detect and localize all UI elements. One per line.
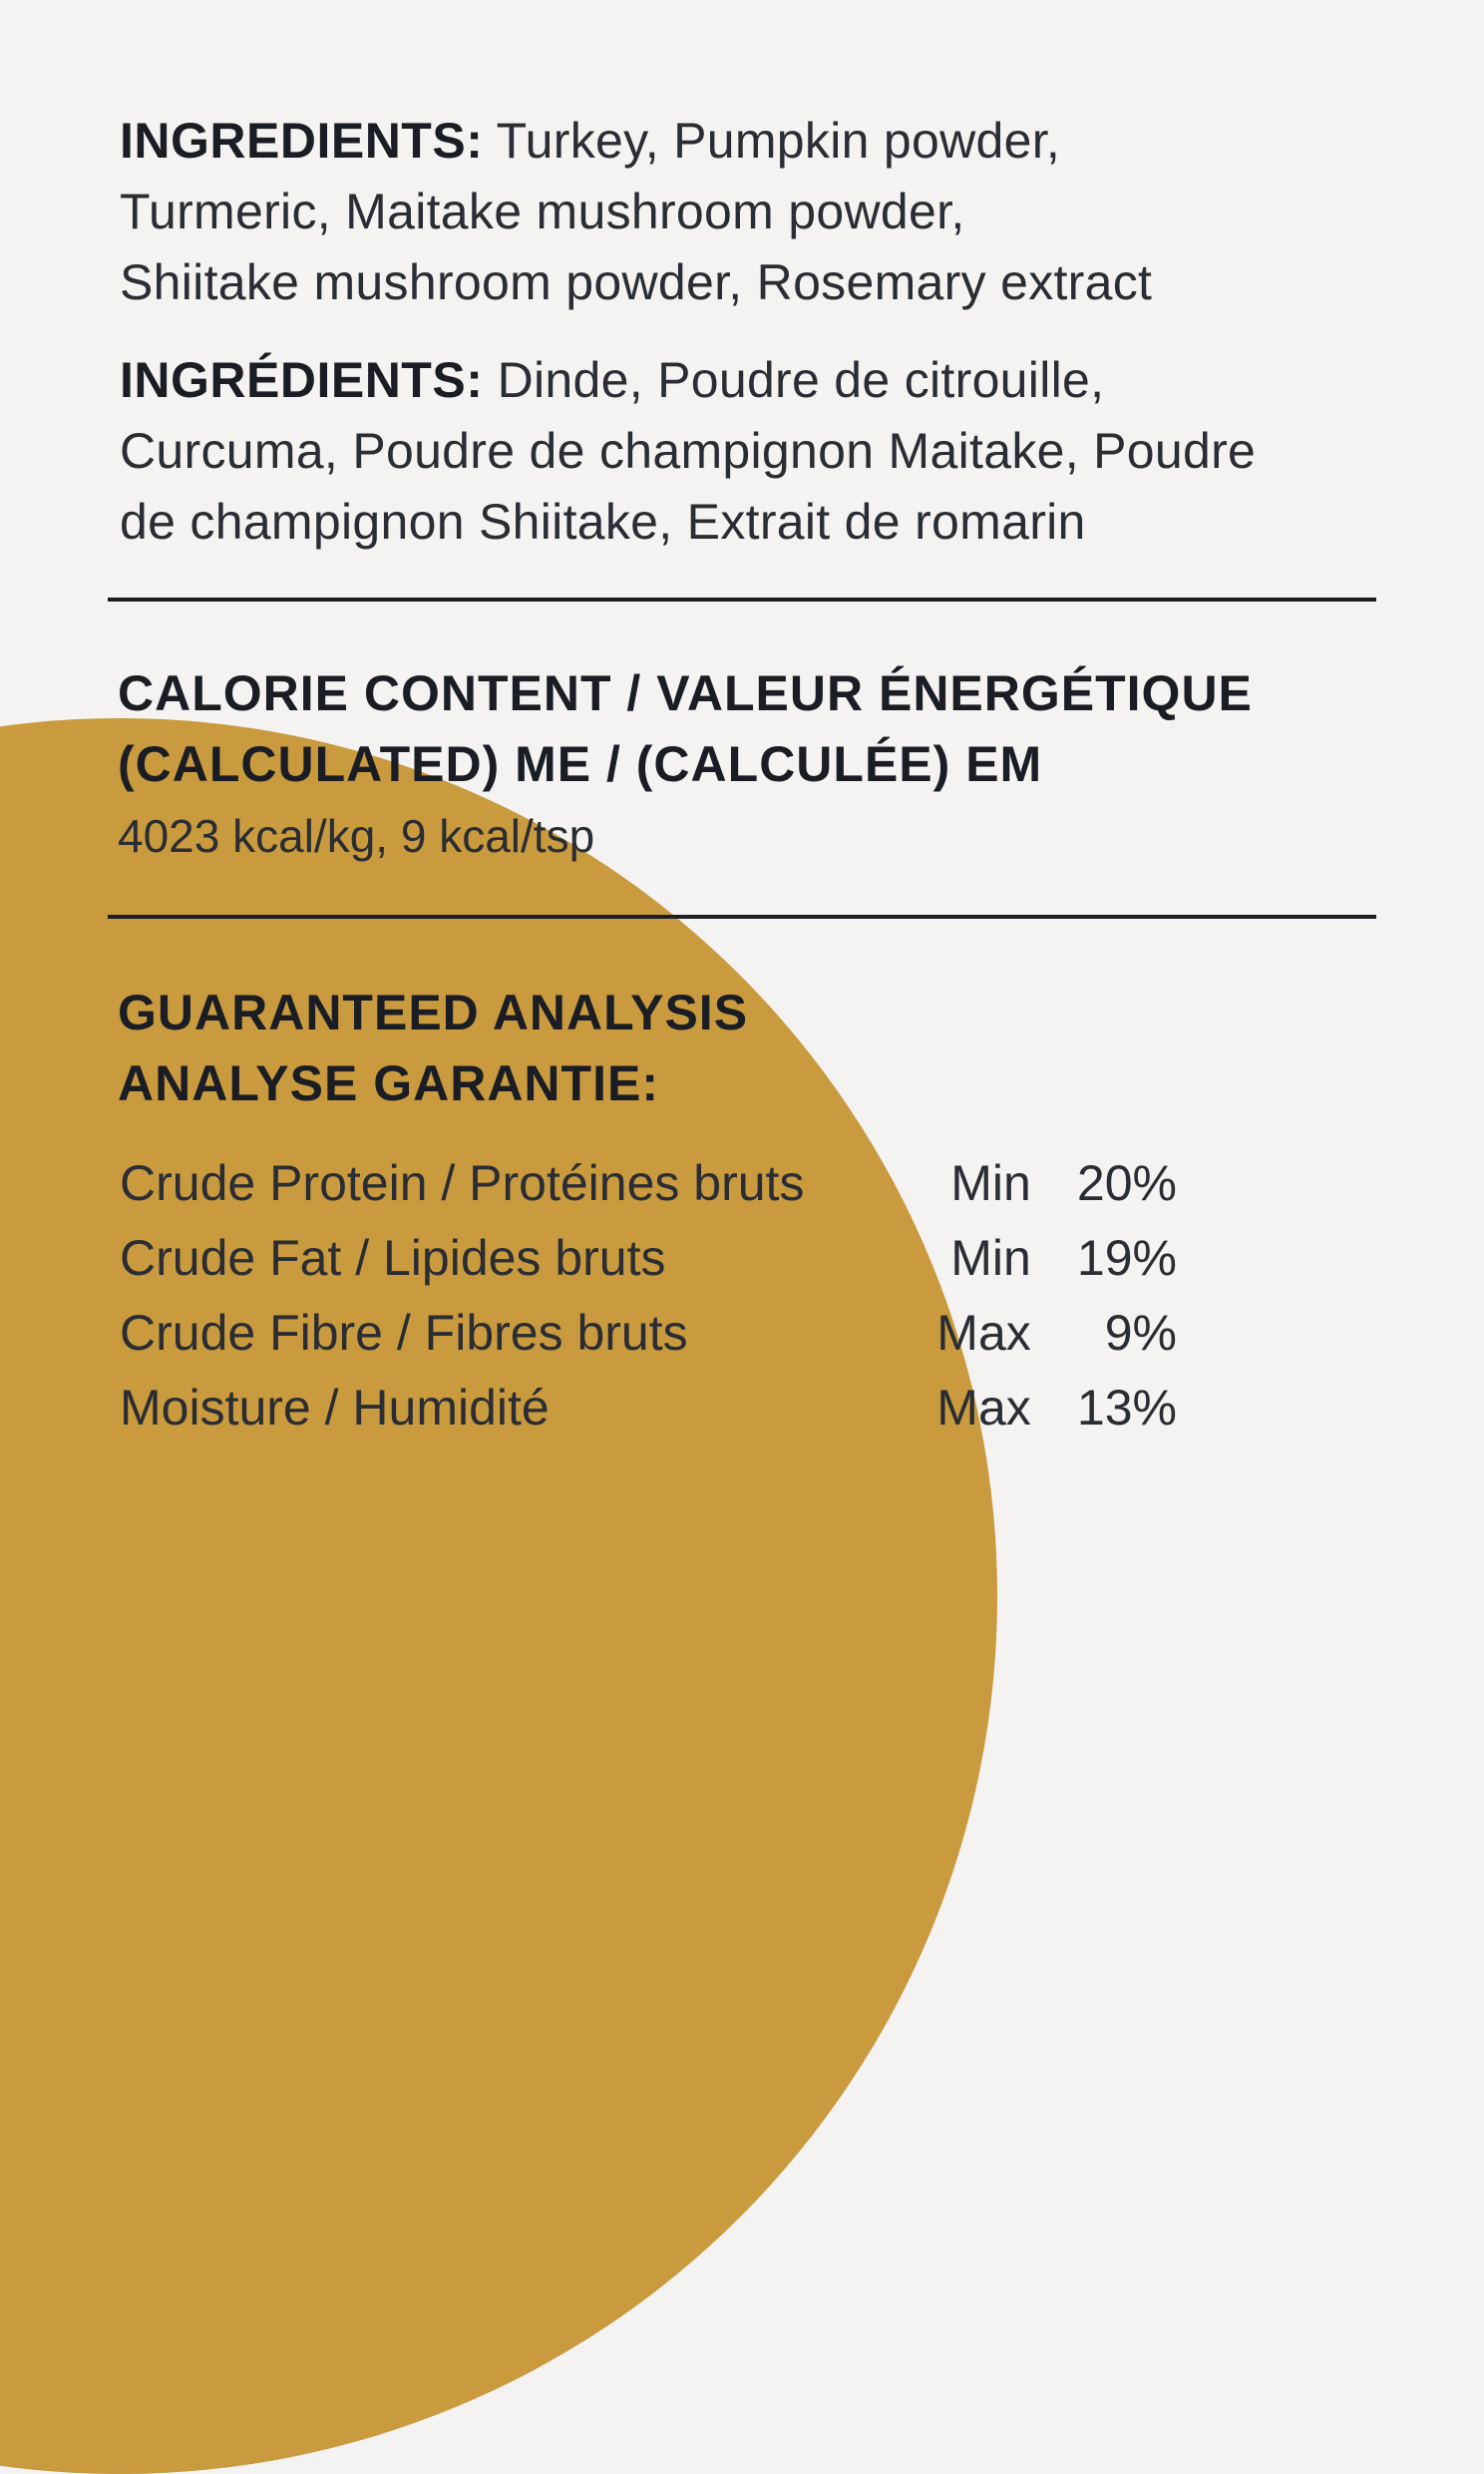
table-row	[120, 1295, 1177, 1370]
analysis-heading-line2: ANALYSE GARANTIE:	[118, 1055, 659, 1111]
ingredients-text-en-line1: Turkey, Pumpkin powder,	[496, 113, 1061, 169]
calorie-heading-line2: (CALCULATED) ME / (CALCULÉE) EM	[118, 736, 1043, 792]
ingredients-text-en-line3: Shiitake mushroom powder, Rosemary extract	[120, 254, 1153, 310]
nutrient-name: Moisture / Humidité	[120, 1379, 550, 1436]
nutrient-name: Crude Fibre / Fibres bruts	[120, 1304, 688, 1361]
ingredients-text-fr-line3: de champignon Shiitake, Extrait de romarin	[120, 494, 1086, 550]
table-row	[120, 1145, 1177, 1220]
divider	[108, 915, 1376, 919]
ingredients-text-en-line2: Turmeric, Maitake mushroom powder,	[120, 184, 965, 239]
calorie-value: 4023 kcal/kg, 9 kcal/tsp	[118, 810, 595, 862]
table-row	[120, 1220, 1177, 1295]
limit-type: Max	[936, 1379, 1031, 1436]
limit-type: Min	[950, 1154, 1031, 1211]
nutrient-value: 13%	[1076, 1379, 1177, 1436]
analysis-table	[120, 1145, 1177, 1444]
nutrient-value: 19%	[1076, 1229, 1177, 1286]
table-row	[120, 1370, 1177, 1444]
analysis-heading-line1: GUARANTEED ANALYSIS	[118, 985, 749, 1040]
nutrient-value: 9%	[1104, 1304, 1177, 1361]
limit-type: Max	[936, 1304, 1031, 1361]
calorie-heading-line1: CALORIE CONTENT / VALEUR ÉNERGÉTIQUE	[118, 665, 1253, 721]
calorie-heading	[118, 658, 1253, 800]
ingredients-text-fr-line1: Dinde, Poudre de citrouille,	[497, 352, 1105, 408]
ingredients-label-en: INGREDIENTS:	[120, 113, 484, 169]
nutrient-name: Crude Protein / Protéines bruts	[120, 1154, 805, 1211]
ingredients-text-fr-line2: Curcuma, Poudre de champignon Maitake, Poudre	[120, 423, 1257, 479]
ingredients-french	[120, 345, 1376, 558]
nutrient-name: Crude Fat / Lipides bruts	[120, 1229, 666, 1286]
divider	[108, 598, 1376, 602]
ingredients-english	[120, 106, 1376, 318]
analysis-heading	[118, 978, 748, 1119]
nutrient-value: 20%	[1076, 1154, 1177, 1211]
ingredients-label-fr: INGRÉDIENTS:	[120, 352, 484, 408]
limit-type: Min	[950, 1229, 1031, 1286]
